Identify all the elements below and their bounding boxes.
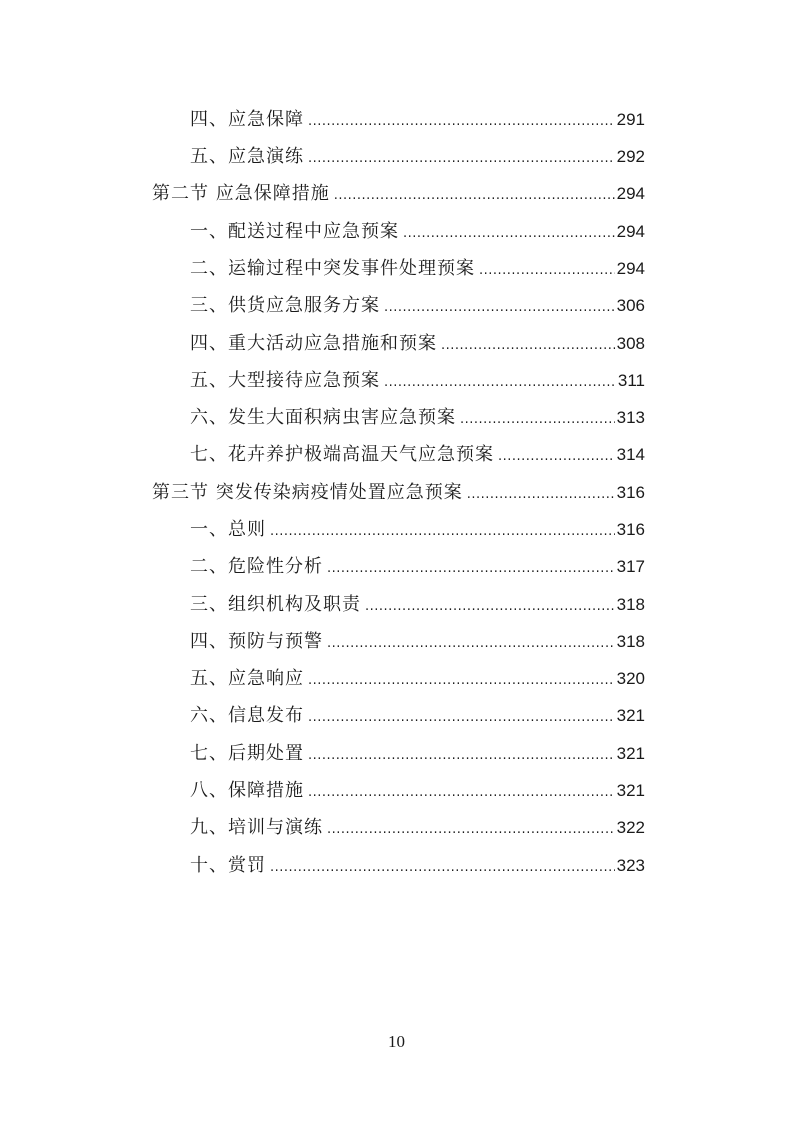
- toc-entry[interactable]: [190, 369, 645, 393]
- toc-leader-dots: [498, 445, 615, 469]
- toc-entry-page: 306: [616, 296, 645, 315]
- toc-entry-title: 二、危险性分析: [190, 556, 323, 577]
- toc-entry-title: 五、大型接待应急预案: [190, 370, 380, 391]
- toc-entry[interactable]: [190, 779, 645, 803]
- toc-entry-page: 294: [616, 222, 645, 241]
- toc-entry-page: 321: [616, 781, 645, 800]
- toc-entry-page: 314: [616, 445, 645, 464]
- toc-entry-title: 三、供货应急服务方案: [190, 295, 380, 316]
- toc-entry[interactable]: [190, 257, 645, 281]
- page-number: 10: [388, 1032, 405, 1051]
- toc-entry-title: 四、应急保障: [190, 109, 304, 130]
- toc-entry[interactable]: [152, 481, 645, 505]
- toc-leader-dots: [308, 669, 615, 693]
- toc-entry[interactable]: [190, 145, 645, 169]
- toc-entry[interactable]: [190, 555, 645, 579]
- toc-entry-page: 318: [616, 595, 645, 614]
- toc-entry-title: 六、信息发布: [190, 705, 304, 726]
- toc-entry-title: 十、赏罚: [190, 855, 266, 876]
- toc-entry-page: 291: [616, 110, 645, 129]
- toc-entry-title: 八、保障措施: [190, 780, 304, 801]
- toc-entry[interactable]: [190, 108, 645, 132]
- toc-entry-title: 一、总则: [190, 519, 266, 540]
- toc-entry-title: 六、发生大面积病虫害应急预案: [190, 407, 456, 428]
- toc-entry-title: 七、后期处置: [190, 743, 304, 764]
- toc-leader-dots: [365, 595, 615, 619]
- toc-entry-page: 317: [616, 557, 645, 576]
- toc-entry-page: 313: [616, 408, 645, 427]
- toc-entry-page: 294: [616, 184, 645, 203]
- toc-leader-dots: [308, 147, 615, 171]
- toc-entry-title: 一、配送过程中应急预案: [190, 221, 399, 242]
- toc-entry-page: 322: [616, 818, 645, 837]
- toc-entry-title: 七、花卉养护极端高温天气应急预案: [190, 444, 494, 465]
- toc-entry[interactable]: [190, 667, 645, 691]
- toc-entry[interactable]: [190, 854, 645, 878]
- toc-leader-dots: [460, 408, 615, 432]
- toc-entry-page: 292: [616, 147, 645, 166]
- toc-leader-dots: [441, 334, 615, 358]
- toc-entry[interactable]: [190, 630, 645, 654]
- toc-leader-dots: [403, 222, 615, 246]
- toc-entry-page: 294: [616, 259, 645, 278]
- toc-entry[interactable]: [190, 742, 645, 766]
- toc-leader-dots: [384, 371, 616, 395]
- toc-entry[interactable]: [190, 220, 645, 244]
- toc-leader-dots: [384, 296, 615, 320]
- toc-entry-title: 三、组织机构及职责: [190, 594, 361, 615]
- toc-entry-page: 321: [616, 706, 645, 725]
- toc-leader-dots: [308, 706, 615, 730]
- toc-entry-title: 第二节 应急保障措施: [152, 183, 330, 204]
- toc-entry-title: 二、运输过程中突发事件处理预案: [190, 258, 475, 279]
- toc-entry-page: 320: [616, 669, 645, 688]
- toc-leader-dots: [479, 259, 615, 283]
- toc-entry-page: 316: [616, 520, 645, 539]
- toc-entry[interactable]: [152, 182, 645, 206]
- toc-entry[interactable]: [190, 443, 645, 467]
- toc-entry-page: 323: [616, 856, 645, 875]
- toc-entry[interactable]: [190, 294, 645, 318]
- toc-leader-dots: [467, 483, 615, 507]
- toc-entry-page: 318: [616, 632, 645, 651]
- toc-entry-page: 308: [616, 334, 645, 353]
- toc-entry-page: 321: [616, 744, 645, 763]
- toc-entry[interactable]: [190, 816, 645, 840]
- toc-entry[interactable]: [190, 332, 645, 356]
- toc-entry[interactable]: [190, 518, 645, 542]
- toc-entry-title: 五、应急响应: [190, 668, 304, 689]
- toc-entry-title: 第三节 突发传染病疫情处置应急预案: [152, 482, 463, 503]
- toc-leader-dots: [327, 632, 615, 656]
- toc-entry[interactable]: [190, 704, 645, 728]
- toc-entry-title: 九、培训与演练: [190, 817, 323, 838]
- toc-leader-dots: [270, 856, 615, 880]
- toc-entry-title: 四、预防与预警: [190, 631, 323, 652]
- toc-leader-dots: [308, 744, 615, 768]
- toc-leader-dots: [334, 184, 615, 208]
- toc-leader-dots: [308, 110, 615, 134]
- toc-entry[interactable]: [190, 406, 645, 430]
- toc-leader-dots: [270, 520, 615, 544]
- toc-entry-page: 316: [616, 483, 645, 502]
- toc-leader-dots: [327, 818, 615, 842]
- toc-entry-title: 五、应急演练: [190, 146, 304, 167]
- toc-entry[interactable]: [190, 593, 645, 617]
- toc-entry-page: 311: [617, 371, 645, 390]
- toc-leader-dots: [308, 781, 615, 805]
- toc-entry-title: 四、重大活动应急措施和预案: [190, 333, 437, 354]
- toc-leader-dots: [327, 557, 615, 581]
